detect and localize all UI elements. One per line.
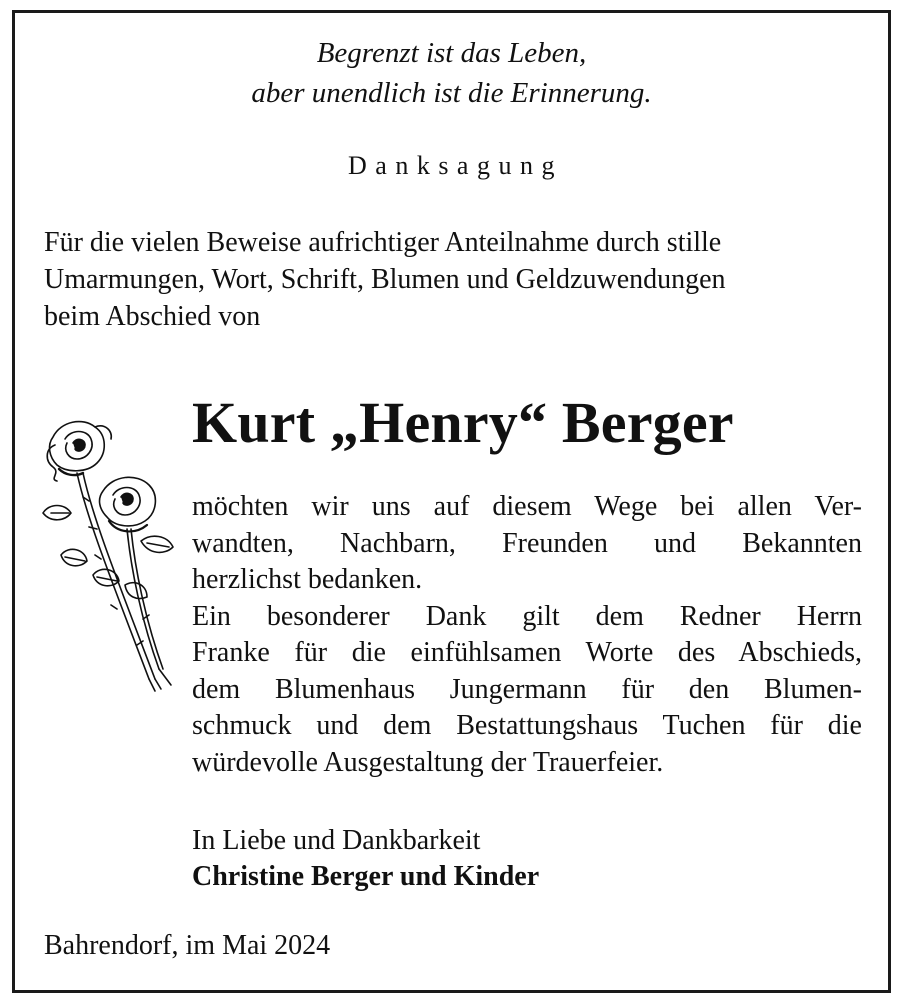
body-line-6: dem Blumenhaus Jungermann für den Blumen- [192, 673, 862, 705]
body-text [192, 489, 862, 781]
signature: Christine Berger und Kinder [192, 861, 540, 892]
intro-line-2: Umarmungen, Wort, Schrift, Blumen und Geldzuwendungen [44, 264, 726, 295]
body-line-2: wandten, Nachbarn, Freunden und Bekannten [192, 527, 862, 559]
closing [192, 823, 539, 895]
body-line-8: würdevolle Ausgestaltung der Trauerfeier. [192, 746, 664, 778]
intro-line-1: Für die vielen Beweise aufrichtiger Anteilnahme durch stille [44, 227, 722, 258]
notice-frame [12, 10, 891, 993]
roses-drawing-icon [31, 409, 181, 704]
intro-text [44, 224, 874, 335]
body-line-4: Ein besonderer Dank gilt dem Redner Herrn [192, 600, 862, 632]
closing-phrase: In Liebe und Dankbarkeit [192, 825, 481, 856]
place-date: Bahrendorf, im Mai 2024 [44, 930, 331, 961]
motto [15, 33, 888, 113]
body-line-7: schmuck und dem Bestattungshaus Tuchen für die [192, 710, 862, 741]
body-line-3: herzlichst bedanken. [192, 564, 423, 595]
body-line-1: möchten wir uns auf diesem Wege bei allen Ver- [192, 491, 862, 522]
motto-line-2: aber unendlich ist die Erinnerung. [251, 77, 652, 109]
heading-danksagung: Danksagung [348, 151, 563, 180]
body-line-5: Franke für die einfühlsamen Worte des Abschieds, [192, 637, 862, 668]
deceased-name: Kurt „Henry“ Berger [192, 390, 734, 455]
intro-line-3: beim Abschied von [44, 301, 261, 332]
motto-line-1: Begrenzt ist das Leben, [316, 37, 587, 69]
